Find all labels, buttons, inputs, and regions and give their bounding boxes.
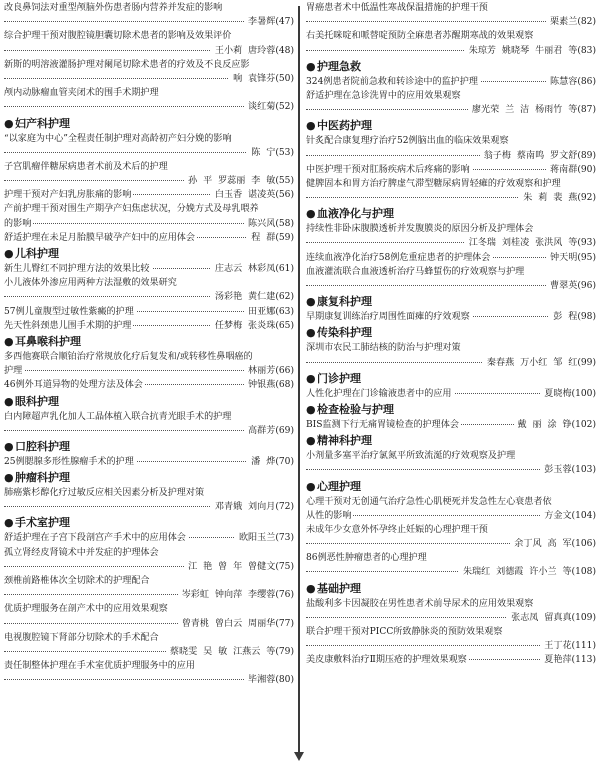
author-page: 翁子梅 蔡南鸣 罗文舒(89) (480, 151, 596, 161)
article-title: 人性化护理在门诊输液患者中的应用 (306, 388, 452, 399)
author-line (306, 356, 596, 370)
section-heading (4, 393, 294, 410)
article-title[interactable]: 孤立肾经皮肾镜术中并发症的护理体会 (4, 547, 159, 558)
author-page: 钟银燕(68) (244, 378, 294, 392)
section-title: 血液净化与护理 (317, 207, 394, 221)
author-page: 夏艳萍(113) (540, 653, 596, 667)
author-line (306, 537, 596, 551)
author-line (306, 279, 596, 293)
author-line (4, 645, 294, 659)
toc-right-column (306, 1, 596, 668)
section-title: 传染科护理 (317, 326, 372, 340)
toc-entry[interactable] (4, 531, 294, 545)
author-line (306, 236, 596, 250)
toc-entry[interactable] (4, 188, 294, 202)
author-page: 程 群(59) (247, 231, 294, 245)
toc-entry[interactable] (4, 455, 294, 469)
author-page: 谈红菊(52) (244, 102, 294, 112)
bullet-icon: ● (306, 479, 316, 493)
toc-entry[interactable] (306, 251, 596, 265)
bullet-icon: ● (4, 334, 14, 348)
author-line (4, 424, 294, 438)
author-page: 陈 宁(53) (247, 148, 294, 158)
author-page: 高群芳(69) (244, 426, 294, 436)
section-heading (306, 478, 596, 495)
section-title: 中医药护理 (317, 119, 372, 133)
author-line (306, 149, 596, 163)
article-title: 46例外耳道异物的处理方法及体会 (4, 380, 143, 391)
author-page: 毕湘蓉(80) (244, 675, 294, 685)
article-title[interactable]: 舒适护理在急诊洗胃中的应用效果观察 (306, 90, 461, 101)
article-title[interactable]: 多西他赛联合顺铂治疗常规放化疗后复发和/或转移性鼻咽癌的 (4, 351, 253, 362)
author-page: 余丁风 高 军(106) (510, 539, 596, 549)
toc-entry[interactable] (4, 217, 294, 231)
article-title[interactable]: 86例恶性肿瘤患者的心理护理 (306, 553, 427, 564)
article-title[interactable]: 责任制整体护理在手术室优质护理服务中的应用 (4, 661, 195, 672)
author-page: 田亚娜(63) (244, 305, 294, 319)
article-title: 护理 (4, 366, 23, 377)
article-title[interactable]: “以家庭为中心”全程责任制护理对高龄初产妇分娩的影响 (4, 133, 232, 144)
article-title: BIS监测下行无痛胃镜检查的护理体会 (306, 419, 459, 430)
author-page: 庄志云 林彩凤(61) (211, 262, 294, 276)
author-page: 林丽芳(66) (244, 364, 294, 378)
toc-entry[interactable] (4, 231, 294, 245)
article-title[interactable]: 心理干预对无创通气治疗急性心肌梗死并发急性左心衰患者依 (306, 496, 552, 507)
author-line (4, 673, 294, 687)
section-title: 儿科护理 (15, 247, 59, 260)
section-heading (306, 580, 596, 597)
author-line (4, 617, 294, 631)
bullet-icon: ● (306, 59, 316, 73)
author-page: 欧阳玉兰(73) (235, 531, 294, 545)
section-title: 基础护理 (317, 581, 361, 595)
section-heading (306, 401, 596, 418)
author-page: 王丁花(111) (540, 641, 596, 651)
article-title: 美皮康敷料治疗Ⅱ期压疮的护理效果观察 (306, 655, 467, 666)
toc-left-column (4, 1, 294, 688)
author-page: 彭 程(98) (549, 310, 596, 324)
author-line (4, 146, 294, 160)
author-page: 蒋南群(90) (546, 163, 596, 177)
section-heading (4, 245, 294, 262)
article-title[interactable]: 深圳市农民工肺结核的防治与护理对策 (306, 343, 461, 354)
article-title[interactable]: 改良鼻饲法对重型颅脑外伤患者肠内营养并发症的影响 (4, 3, 223, 13)
author-line (4, 100, 294, 114)
article-title[interactable]: 持续性非卧床腹膜透析并发腹膜炎的原因分析及护理体会 (306, 224, 534, 235)
article-title[interactable]: 优质护理服务在剖产术中的应用效果观察 (4, 604, 168, 615)
article-title[interactable]: 健脾固本和胃方治疗脾虚气滞型糖尿病胃轻瘫的疗效观察和护理 (306, 178, 561, 189)
bullet-icon: ● (306, 371, 316, 385)
article-title[interactable]: 白内障超声乳化加人工晶体植入联合抗青光眼手术的护理 (4, 411, 232, 422)
author-page: 夏晓梅(100) (540, 387, 596, 401)
author-page: 李暑辉(47) (244, 17, 294, 27)
section-title: 精神科护理 (317, 434, 372, 448)
author-line (4, 174, 294, 188)
article-title: 57例儿童腹型过敏性紫癜的护理 (4, 306, 134, 317)
bullet-icon: ● (306, 295, 316, 309)
section-heading (306, 205, 596, 222)
author-page: 任梦梅 张炎珠(65) (211, 319, 294, 333)
toc-entry[interactable] (306, 75, 596, 89)
bullet-icon: ● (306, 434, 316, 448)
author-page: 王小莉 唐玲蓉(48) (211, 46, 294, 56)
bullet-icon: ● (4, 471, 14, 485)
bullet-icon: ● (4, 116, 14, 130)
author-page: 江冬瑞 刘桂凌 张洪风 等(93) (465, 238, 596, 248)
article-title[interactable]: 针炙配合康复理疗治疗52例脑出血的临床效果观察 (306, 136, 509, 147)
article-title[interactable]: 颈椎前路椎体次全切除术的护理配合 (4, 576, 150, 586)
author-page: 曾青桃 曾白云 周丽华(77) (178, 619, 294, 629)
bullet-icon: ● (306, 119, 316, 133)
section-title: 眼科护理 (15, 394, 59, 408)
author-line (4, 15, 294, 29)
author-line (306, 15, 596, 29)
author-page: 岑彩虹 钟向萍 李缨蓉(76) (178, 590, 294, 600)
article-title[interactable]: 电视腹腔镜下肾部分切除术的手术配合 (4, 632, 159, 643)
author-page: 白玉香 谌凌英(56) (211, 188, 294, 202)
section-title: 心理护理 (317, 479, 361, 493)
author-line (306, 191, 596, 205)
author-page: 邓青娥 刘向月(72) (211, 502, 294, 512)
author-page: 戴 丽 涂 铮(102) (514, 418, 597, 432)
author-line (306, 103, 596, 117)
bullet-icon: ● (4, 394, 14, 408)
toc-entry[interactable] (4, 319, 294, 333)
article-title: 先天性斜颈患儿围手术期的护理 (4, 320, 132, 331)
section-title: 门诊护理 (317, 371, 361, 385)
author-line (306, 44, 596, 58)
toc-entry[interactable] (306, 509, 596, 523)
section-heading (4, 438, 294, 455)
toc-entry[interactable] (4, 305, 294, 319)
article-title[interactable]: 胃癌患者术中低温性寒战保温措施的护理干预 (306, 3, 488, 13)
author-page: 江 艳 曾 年 曾健文(75) (184, 562, 294, 572)
article-title[interactable]: 颅内动脉瘤血管夹闭术的围手术期护理 (4, 88, 159, 99)
article-title: 舒适护理在未足月胎膜早破孕产妇中的应用体会 (4, 232, 195, 243)
author-line (4, 44, 294, 58)
author-page: 汤彩艳 黄仁建(62) (211, 292, 294, 302)
section-title: 耳鼻喉科护理 (15, 334, 81, 348)
author-page: 响 袁锋芬(50) (229, 74, 294, 84)
author-page: 蔡晓雯 吴 敏 江燕云 等(79) (166, 647, 294, 657)
down-arrow-icon (294, 752, 304, 761)
article-title[interactable]: 小儿液体外渗应用两种方法湿敷的效果研究 (4, 278, 177, 289)
article-title: 早期康复训练治疗周围性面瘫的疗效观察 (306, 312, 470, 323)
author-line (306, 639, 596, 653)
section-heading (306, 324, 596, 341)
article-title: 324例患者院前急救和转诊途中的监护护理 (306, 76, 478, 87)
article-title[interactable]: 血液灌流联合血液透析治疗马蜂蜇伤的疗效观察与护理 (306, 266, 525, 277)
section-title: 康复科护理 (317, 295, 372, 309)
author-page: 曹翠英(96) (546, 281, 596, 291)
article-title: 连续血液净化治疗58例危重症患者的护理体会 (306, 252, 491, 263)
toc-entry[interactable] (4, 262, 294, 276)
article-title[interactable]: 肺癌紫杉醇化疗过敏反应相关因素分析及护理对策 (4, 488, 205, 499)
author-page: 朱琼芳 姚晓琴 牛丽君 等(83) (465, 46, 596, 56)
author-line (4, 560, 294, 574)
article-title: 25例腮腺多形性腺瘤手术的护理 (4, 456, 134, 467)
section-title: 肿瘤科护理 (15, 471, 70, 485)
section-heading (306, 432, 596, 449)
article-title: 舒适护理在子宫下段剖宫产手术中的应用体会 (4, 533, 186, 544)
article-title: 的影响 (4, 218, 32, 229)
article-title[interactable]: 未成年少女意外怀孕终止妊娠的心理护理干预 (306, 524, 488, 535)
author-line (4, 72, 294, 86)
article-title[interactable]: 产前护理干预对围生产期孕产妇焦虑状况，分娩方式及母乳喂养 (4, 204, 259, 215)
author-page: 朱 莉 裴 燕(92) (519, 193, 596, 203)
author-line (4, 588, 294, 602)
author-page: 栗素兰(82) (546, 17, 596, 27)
author-line (306, 565, 596, 579)
article-title: 中医护理干预对肛肠疾病术后疼痛的影响 (306, 164, 470, 175)
section-title: 口腔科护理 (15, 439, 70, 453)
author-page: 彭玉蓉(103) (540, 465, 596, 475)
section-title: 检查检验与护理 (317, 402, 394, 416)
article-title[interactable]: 子宫肌瘤伴糖尿病患者术前及术后的护理 (4, 161, 168, 172)
author-line (4, 500, 294, 514)
section-heading (306, 370, 596, 387)
section-heading (306, 117, 596, 134)
toc-entry[interactable] (306, 163, 596, 177)
article-title: 从性的影响 (306, 510, 352, 521)
author-line (306, 463, 596, 477)
section-title: 妇产科护理 (15, 116, 70, 130)
section-title: 手术室护理 (15, 516, 70, 530)
section-heading (306, 293, 596, 310)
article-title[interactable]: 联合护理干预对PICC所致静脉炎的预防效果观察 (306, 627, 503, 637)
column-divider (298, 6, 300, 752)
section-heading (4, 469, 294, 486)
author-page: 陈慧容(86) (546, 75, 596, 89)
article-title[interactable]: 综合护理干预对腹腔镜胆囊切除术患者的影响及效果评价 (4, 31, 232, 42)
toc-entry[interactable] (306, 387, 596, 401)
article-title[interactable]: 右美托咪啶和哌替啶预防全麻患者苏醒期寒战的效果观察 (306, 31, 534, 42)
section-title: 护理急救 (317, 59, 361, 73)
author-page: 方金文(104) (540, 509, 596, 523)
section-heading (4, 333, 294, 350)
author-line (4, 290, 294, 304)
author-page: 张志凤 留真真(109) (507, 613, 596, 623)
bullet-icon: ● (4, 247, 14, 260)
toc-entry[interactable] (4, 378, 294, 392)
bullet-icon: ● (306, 402, 316, 416)
section-heading (306, 58, 596, 75)
article-title[interactable]: 新斯的明溶液灌肠护理对阑尾切除术患者的疗效及不良反应影 (4, 59, 250, 70)
bullet-icon: ● (4, 439, 14, 453)
section-heading (4, 115, 294, 132)
author-page: 孙 平 罗蕊丽 李 敏(55) (184, 176, 294, 186)
article-title[interactable]: 盐酸利多卡因凝胶在男性患者术前导尿术的应用效果观察 (306, 598, 534, 609)
author-page: 秦春燕 万小红 邹 红(99) (483, 358, 596, 368)
author-page: 潘 烨(70) (247, 455, 294, 469)
author-page: 朱瑞红 刘德霞 许小兰 等(108) (459, 567, 596, 577)
bullet-icon: ● (306, 326, 316, 340)
bullet-icon: ● (306, 207, 316, 221)
author-page: 廖光荣 兰 洁 杨雨竹 等(87) (468, 105, 596, 115)
toc-entry[interactable] (306, 310, 596, 324)
toc-entry[interactable] (306, 418, 596, 432)
toc-entry[interactable] (4, 364, 294, 378)
article-title: 护理干预对产妇乳房胀痛的影响 (4, 190, 132, 201)
author-page: 陈兴风(58) (244, 217, 294, 231)
article-title[interactable]: 小剂量多塞平治疗氯氮平所致流涎的疗效观察及护理 (306, 451, 516, 462)
section-heading (4, 514, 294, 531)
author-line (306, 611, 596, 625)
author-page: 钟天明(95) (546, 251, 596, 265)
bullet-icon: ● (306, 581, 316, 595)
toc-entry[interactable] (306, 653, 596, 667)
article-title: 新生儿臀红不同护理方法的效果比较 (4, 264, 150, 274)
bullet-icon: ● (4, 516, 14, 530)
